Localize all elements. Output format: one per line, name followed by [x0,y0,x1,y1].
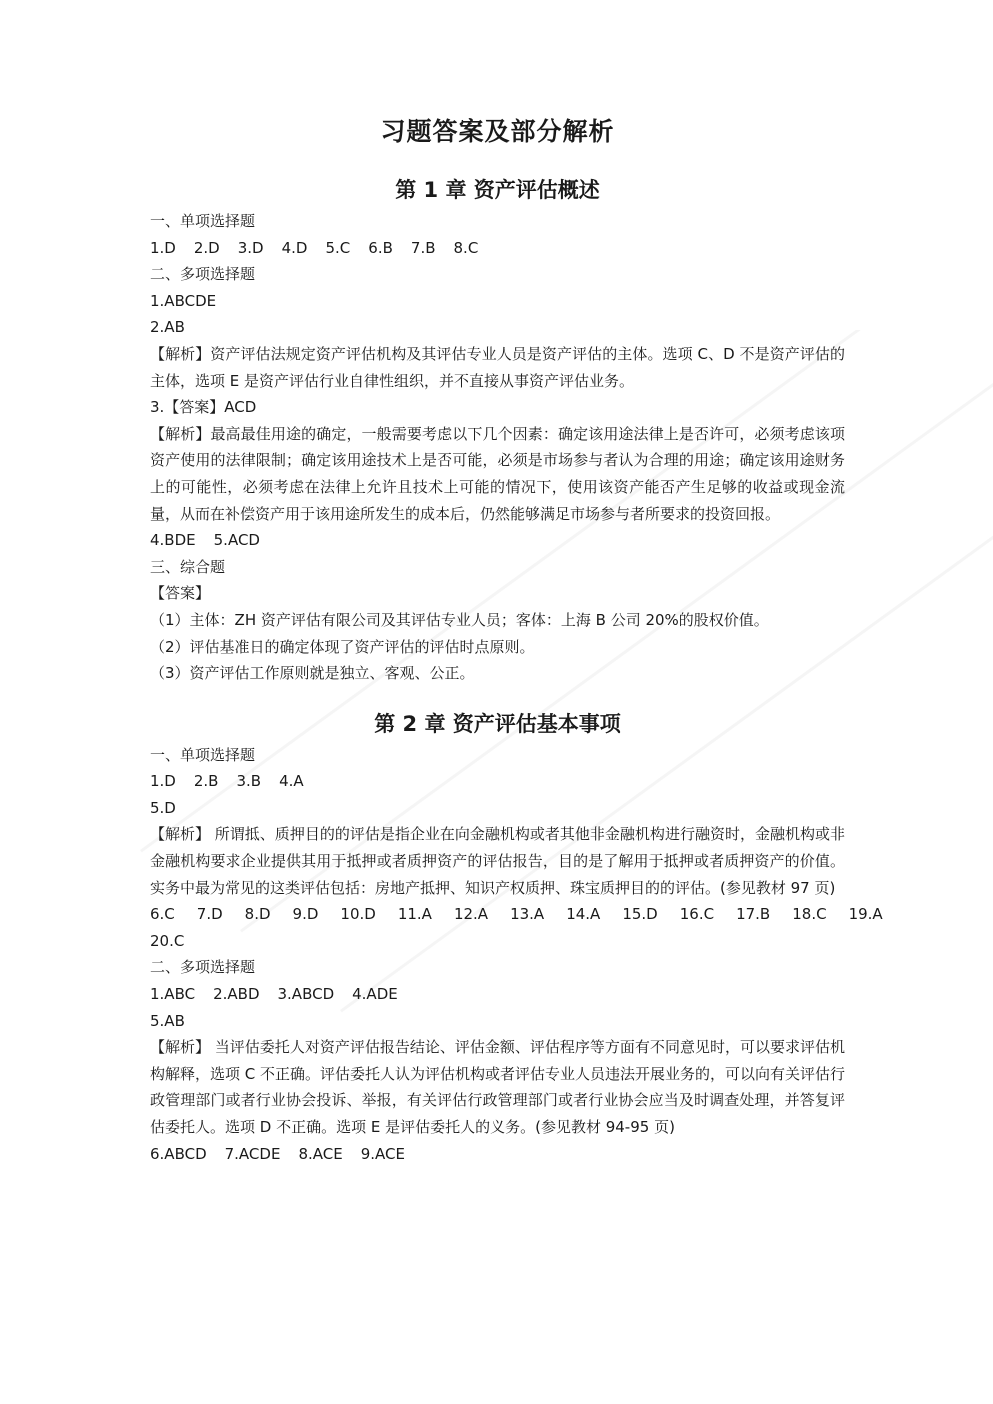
ch2-section1-heading: 一、单项选择题 [150,745,256,764]
answer: 17.B [736,905,771,924]
ch2-mc-answer-5: 5.AB [150,1011,185,1030]
ch1-section1-heading: 一、单项选择题 [150,212,256,230]
answer: 1.ABC [150,985,196,1004]
answer: 2.ABD [213,985,260,1004]
answer: 8.ACE [298,1144,343,1163]
answer: 6.ABCD [150,1144,207,1163]
answer: 3.B [236,772,262,791]
chapter-1-title: 第 1 章 资产评估概述 [395,178,600,202]
answer: 9.D [292,905,319,924]
answer: 5.C [325,238,351,257]
answer: 9.ACE [360,1144,405,1163]
answer: 13.A [510,905,545,924]
answer: 3.D [237,238,264,257]
ch1-comprehensive-item-1: （1）主体：ZH 资产评估有限公司及其评估专业人员；客体：上海 B 公司 20%的股权价值。 [150,610,769,629]
answer: 7.ACDE [224,1144,281,1163]
ch1-comprehensive-item-3: （3）资产评估工作原则就是独立、客观、公正。 [150,664,475,683]
answer: 16.C [679,905,715,924]
answer: 4.ADE [352,985,398,1004]
answer: 8.D [244,905,271,924]
ch2-section2-heading: 二、多项选择题 [150,958,256,977]
content [150,112,883,1167]
answer: 3.ABCD [277,985,335,1004]
ch2-mc-answers-a [150,981,845,1008]
answer: 19.A [848,905,883,924]
ch1-section3-heading: 三、综合题 [150,557,226,576]
ch2-single-choice-answers-b [150,901,883,928]
ch1-mc-answer-2: 2.AB [150,318,185,337]
ch1-section2-heading: 二、多项选择题 [150,265,256,284]
answer: 5.ACD [213,531,260,550]
answer: 18.C [792,905,827,924]
ch1-comprehensive-item-2: （2）评估基准日的确定体现了资产评估的评估时点原则。 [150,637,535,656]
answer: 14.A [566,905,601,924]
answer: 7.D [196,905,223,924]
answer: 6.C [150,905,175,924]
ch1-mc-answers-4-5 [150,527,845,554]
answer: 4.D [281,238,308,257]
chapter-2-title: 第 2 章 资产评估基本事项 [374,711,621,736]
answer: 4.BDE [150,531,196,550]
ch2-mc-answers-b [150,1141,845,1168]
ch1-mc-analysis-3: 【解析】最高最佳用途的确定，一般需要考虑以下几个因素：确定该用途法律上是否许可，必须考虑该项资产使用的法律限制；确定该用途技术上是否可能，必须是市场参与者认为合理的用途；确定该用途财务上的可能性，必须考虑在法律上允许且技术上可能的情况下，使用该资产能否产生足够的收益或现金流量，从而在补偿资产用于该用途所发生的成本后，仍然能够满足市场参与者所要求的投资回报。 [150,424,845,523]
ch1-mc-answer-3: 3.【答案】ACD [150,398,257,417]
ch2-mc-analysis-5: 【解析】 当评估委托人对资产评估报告结论、评估金额、评估程序等方面有不同意见时，可以要求评估机构解释，选项 C 不正确。评估委托人认为评估机构或者评估专业人员违法开展业务的，可以向有关评估行政管理部门或者行业协会投诉、举报，有关评估行政管理部门或者行业协会应当及时调查处理，并答复评估委托人。选项 D 不正确。选项 E 是评估委托人的义务。(参见教材 94-95 页) [150,1038,846,1136]
answer: 8.C [453,238,479,257]
answer: 6.B [368,238,393,257]
answer: 15.D [622,905,658,924]
ch2-single-answer-5: 5.D [150,798,176,817]
document-title: 习题答案及部分解析 [380,117,615,146]
answer: 2.D [193,238,220,257]
answer: 2.B [193,772,219,791]
ch2-single-analysis-5: 【解析】 所谓抵、质押目的的评估是指企业在向金融机构或者其他非金融机构进行融资时，金融机构或非金融机构要求企业提供其用于抵押或者质押资产的评估报告，目的是了解用于抵押或者质押资产的价值。实务中最为常见的这类评估包括：房地产抵押、知识产权质押、珠宝质押目的的评估。(参见教材 97 页) [150,825,845,897]
answer: 12.A [453,905,489,924]
answer: 1.D [150,238,176,257]
answer: 1.D [150,772,176,791]
answer: 11.A [397,905,432,924]
ch1-comprehensive-answer-label: 【答案】 [150,584,211,603]
ch1-mc-answer-1: 1.ABCDE [150,291,217,310]
ch2-single-answer-20: 20.C [150,931,185,950]
answer: 10.D [340,905,376,924]
ch1-mc-analysis-2: 【解析】资产评估法规定资产评估机构及其评估专业人员是资产评估的主体。选项 C、D 不是资产评估的主体，选项 E 是资产评估行业自律性组织，并不直接从事资产评估业务。 [150,344,845,390]
ch2-single-choice-answers-a [150,768,845,795]
answer: 4.A [279,772,304,791]
answer: 7.B [410,238,436,257]
ch1-single-choice-answers [150,235,845,262]
